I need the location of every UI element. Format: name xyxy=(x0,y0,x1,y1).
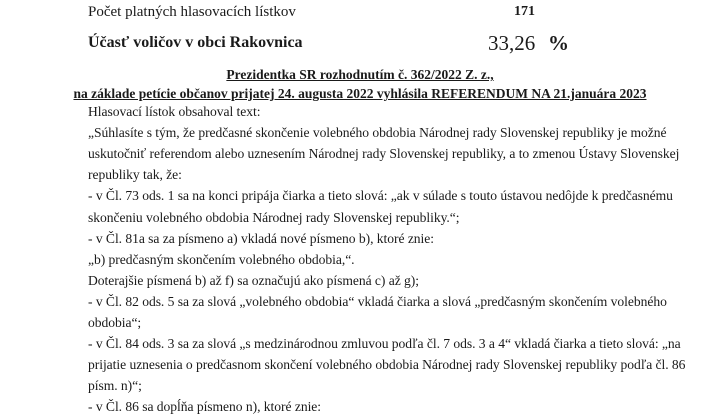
body-line: obdobia“; xyxy=(88,315,142,330)
body-line: „b) predčasným skončením volebného obdobia,“. xyxy=(88,251,355,267)
referendum-heading: na základe petície občanov prijatej 24. augusta 2022 vyhlásila REFERENDUM NA 21.januára 2023 xyxy=(73,86,647,101)
body-line: skončeniu volebného obdobia Národnej rady Slovenskej republiky.“; xyxy=(88,209,460,225)
body-line: - v Čl. 82 ods. 5 sa za slová „volebného obdobia“ vkladá čiarka a slová „predčasným skončením volebného xyxy=(88,293,667,309)
valid-ballots-value: 171 xyxy=(514,4,535,19)
valid-ballots-label: Počet platných hlasovacích lístkov xyxy=(88,4,296,20)
turnout-label: Účasť voličov v obci Rakovnica xyxy=(88,34,303,51)
body-line: „Súhlasíte s tým, že predčasné skončenie volebného obdobia Národnej rady Slovenskej republiky je možné xyxy=(88,125,667,141)
body-line: - v Čl. 73 ods. 1 sa na konci pripája čiarka a tieto slová: „ak v súlade s touto ústavou nedôjde k predčasnému xyxy=(88,188,673,204)
body-line: - v Čl. 84 ods. 3 sa za slová „s medzinárodnou zmluvou podľa čl. 7 ods. 3 a 4“ vkladá čiarka a tieto slová: „na xyxy=(88,336,681,352)
body-line: - v Čl. 81a sa za písmeno a) vkladá nové písmeno b), ktoré znie: xyxy=(88,230,434,246)
body-line: - v Čl. 86 sa dopĺňa písmeno n), ktoré znie: xyxy=(88,399,322,415)
body-line: uskutočniť referendom alebo uznesením Národnej rady Slovenskej republiky, a to zmenou Ústavy Slovenskej xyxy=(88,146,680,162)
body-line: prijatie uznesenia o predčasnom skončení volebného obdobia Národnej rady Slovenskej republiky podľa čl. 86 xyxy=(88,357,686,373)
body-line: Doterajšie písmená b) až f) sa označujú ako písmená c) až g); xyxy=(88,272,419,288)
decision-heading: Prezidentka SR rozhodnutím č. 362/2022 Z. z., xyxy=(226,67,494,82)
body-line: písm. n)“; xyxy=(88,378,142,394)
body-line: Hlasovací lístok obsahoval text: xyxy=(88,104,261,119)
turnout-unit: % xyxy=(548,31,569,55)
turnout-value: 33,26 xyxy=(488,31,536,55)
body-line: republiky tak, že: xyxy=(88,167,182,183)
